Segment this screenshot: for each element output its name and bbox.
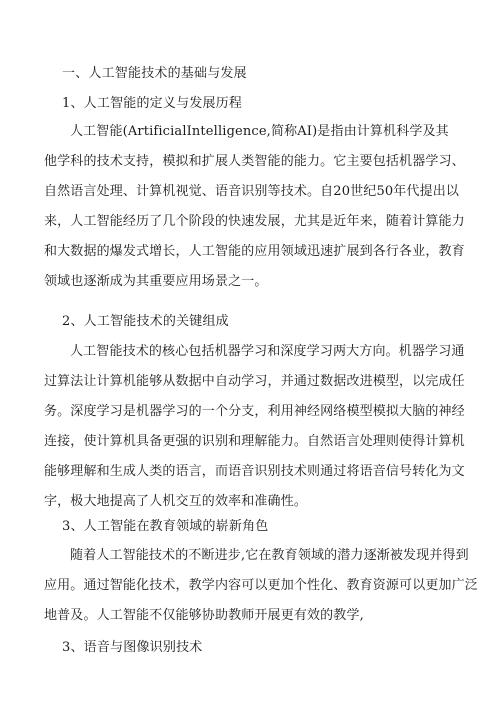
paragraph-line: 务。深度学习是机器学习的一个分支，利用神经网络模型模拟大脑的神经: [44, 404, 465, 419]
paragraph-line: 应用。通过智能化技术，教学内容可以更加个性化、教育资源可以更加广泛: [44, 578, 478, 593]
paragraph-line: 自然语言处理、计算机视觉、语音识别等技术。自20世纪50年代提出以: [44, 184, 460, 199]
section-2-title: 2、人工智能技术的关键组成: [62, 314, 229, 329]
paragraph-line: 过算法让计算机能够从数据中自动学习，并通过数据改进模型，以完成任: [44, 374, 465, 389]
paragraph-line: 和大数据的爆发式增长，人工智能的应用领域迅速扩展到各行各业，教育: [44, 244, 465, 259]
paragraph-line: 随着人工智能技术的不断进步,它在教育领域的潜力逐渐被发现并得到: [70, 548, 469, 563]
section-2-paragraph: [44, 337, 464, 517]
paragraph-line: 字，极大地提高了人机交互的效率和准确性。: [44, 494, 308, 509]
main-heading: 一、人工智能技术的基础与发展: [62, 66, 247, 81]
section-1-title: 1、人工智能的定义与发展历程: [62, 96, 243, 111]
section-3-paragraph: [44, 541, 478, 631]
paragraph-line: 领域也逐渐成为其重要应用场景之一。: [44, 274, 268, 289]
section-3-title: 3、人工智能在教育领域的崭新角色: [62, 519, 269, 534]
paragraph-line: 地普及。人工智能不仅能够协助教师开展更有效的教学,: [44, 608, 364, 623]
paragraph-line: 来，人工智能经历了几个阶段的快速发展，尤其是近年来，随着计算能力: [44, 214, 465, 229]
section-4-title: 3、语音与图像识别技术: [62, 640, 203, 655]
paragraph-line: 他学科的技术支持，模拟和扩展人类智能的能力。它主要包括机器学习、: [44, 154, 465, 169]
paragraph-line: 连接，使计算机具备更强的识别和理解能力。自然语言处理则使得计算机: [44, 434, 465, 449]
paragraph-line: 能够理解和生成人类的语言，而语音识别技术则通过将语音信号转化为文: [44, 464, 465, 479]
paragraph-line: 人工智能(ArtificialIntelligence,简称AI)是指由计算机科学及其: [70, 124, 449, 139]
paragraph-line: 人工智能技术的核心包括机器学习和深度学习两大方向。机器学习通: [70, 344, 465, 359]
section-1-paragraph: [44, 117, 464, 297]
